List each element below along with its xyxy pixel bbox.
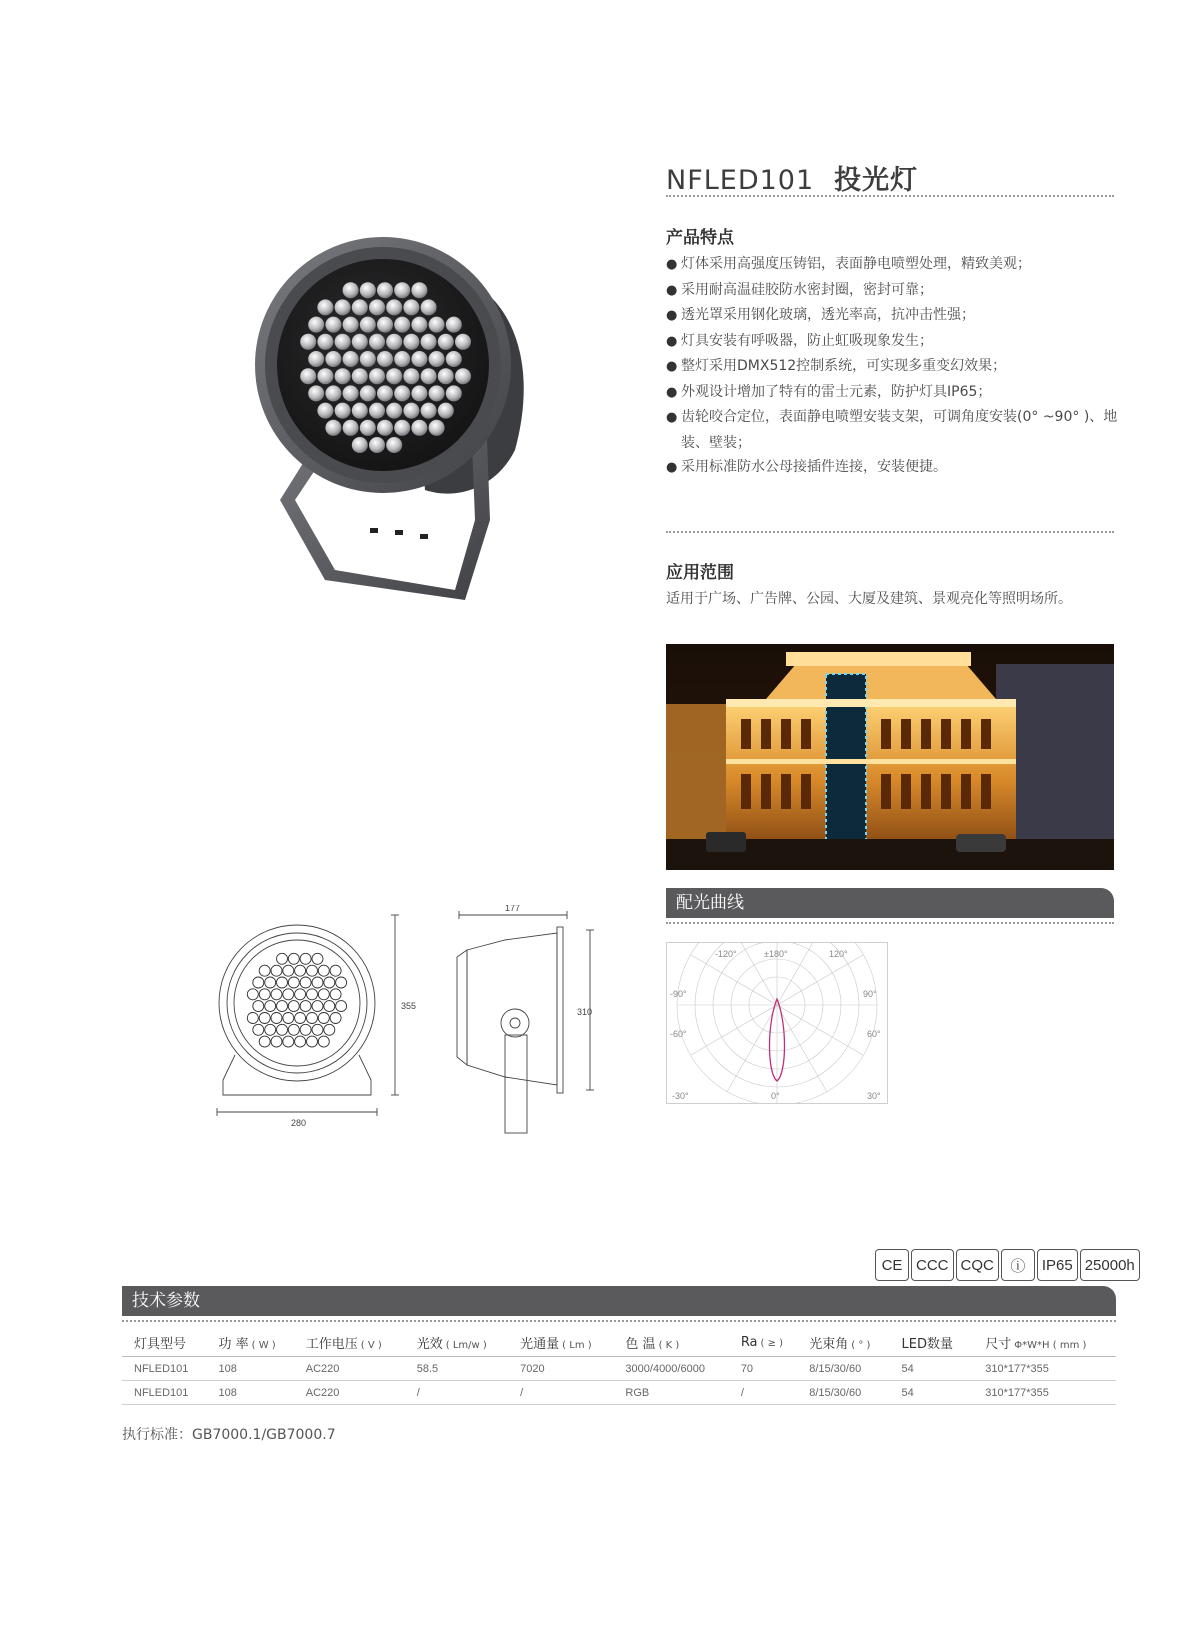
led-icon: [336, 1001, 347, 1012]
led-icon: [318, 965, 329, 976]
led-icon: [308, 385, 324, 401]
lifetime-badge: 25000h: [1080, 1249, 1140, 1281]
led-icon: [283, 1036, 294, 1047]
led-icon: [300, 1024, 311, 1035]
specs-header-row: [122, 1328, 1116, 1357]
led-icon: [324, 1024, 335, 1035]
product-name: 投光灯: [834, 165, 919, 196]
table-cell: 70: [729, 1357, 797, 1381]
led-icon: [360, 282, 376, 298]
table-row: [122, 1357, 1116, 1381]
table-cell: NFLED101: [122, 1357, 206, 1381]
specs-heading: 技术参数: [132, 1291, 200, 1311]
led-icon: [343, 282, 359, 298]
led-icon: [324, 977, 335, 988]
feature-item: ● 齿轮咬合定位，表面静电喷塑安装支架，可调角度安装(0° ~90° )、地装、壁装；: [666, 405, 1136, 455]
table-cell: AC220: [294, 1357, 405, 1381]
features-list: [666, 252, 1136, 481]
table-cell: 3000/4000/6000: [613, 1357, 728, 1381]
led-icon: [283, 989, 294, 1000]
led-icon: [386, 403, 402, 419]
led-icon: [421, 368, 437, 384]
led-icon: [411, 420, 427, 436]
table-row: [122, 1381, 1116, 1405]
led-icon: [308, 317, 324, 333]
led-icon: [421, 403, 437, 419]
led-icon: [343, 317, 359, 333]
led-icon: [403, 368, 419, 384]
led-icon: [446, 351, 462, 367]
led-icon: [369, 334, 385, 350]
led-icon: [295, 1013, 306, 1024]
led-icon: [317, 368, 333, 384]
led-icon: [335, 403, 351, 419]
led-icon: [386, 368, 402, 384]
led-icon: [352, 299, 368, 315]
led-icon: [411, 282, 427, 298]
certification-badges: [875, 1249, 1140, 1281]
table-cell: AC220: [294, 1381, 405, 1405]
dimension-side-height: 310: [577, 1007, 593, 1017]
column-header: 灯具型号: [122, 1328, 206, 1357]
led-icon: [277, 1001, 288, 1012]
led-icon: [446, 385, 462, 401]
led-icon: [307, 965, 318, 976]
ip-rating-badge: IP65: [1037, 1249, 1078, 1281]
polar-label: 30°: [867, 1091, 881, 1101]
ccc-mark-icon: CCC: [911, 1249, 954, 1281]
led-icon: [300, 334, 316, 350]
led-icon: [295, 965, 306, 976]
led-icon: [288, 977, 299, 988]
polar-label: -120°: [715, 949, 737, 959]
led-icon: [394, 351, 410, 367]
building-illustration: [666, 644, 1114, 870]
led-icon: [288, 1001, 299, 1012]
technical-drawing: [205, 905, 605, 1165]
led-icon: [253, 977, 264, 988]
feature-item: ● 整灯采用DMX512控制系统，可实现多重变幻效果；: [666, 354, 1136, 380]
table-cell: 310*177*355: [973, 1381, 1116, 1405]
application-photo: [666, 644, 1114, 870]
led-icon: [369, 437, 385, 453]
led-icon: [300, 368, 316, 384]
led-icon: [377, 351, 393, 367]
led-icon: [317, 403, 333, 419]
led-icon: [312, 977, 323, 988]
led-icon: [411, 317, 427, 333]
polar-label: 120°: [829, 949, 848, 959]
polar-label: ±180°: [764, 949, 788, 959]
led-icon: [352, 368, 368, 384]
led-icon: [360, 420, 376, 436]
led-icon: [324, 1001, 335, 1012]
feature-item: ● 灯具安装有呼吸器，防止虹吸现象发生；: [666, 329, 1136, 355]
application-text: 适用于广场、广告牌、公园、大厦及建筑、景观亮化等照明场所。: [666, 591, 1072, 607]
column-header: Ra ( ≥ ): [729, 1328, 797, 1357]
led-icon: [360, 385, 376, 401]
led-icon: [394, 317, 410, 333]
column-header: 尺寸 Φ*W*H ( mm ): [973, 1328, 1116, 1357]
table-cell: 7020: [508, 1357, 613, 1381]
led-icon: [330, 965, 341, 976]
led-icon: [377, 385, 393, 401]
led-icon: [369, 299, 385, 315]
led-icon: [335, 299, 351, 315]
table-cell: 8/15/30/60: [797, 1381, 889, 1405]
led-icon: [369, 368, 385, 384]
led-icon: [317, 299, 333, 315]
led-icon: [429, 351, 445, 367]
table-cell: 8/15/30/60: [797, 1357, 889, 1381]
led-icon: [308, 351, 324, 367]
led-icon: [325, 317, 341, 333]
led-icon: [307, 1036, 318, 1047]
light-curve-bar: [666, 888, 1114, 918]
feature-item: ● 采用耐高温硅胶防水密封圈，密封可靠；: [666, 278, 1136, 304]
dimension-front-width: 280: [291, 1118, 307, 1128]
led-icon: [259, 1013, 270, 1024]
led-icon: [403, 403, 419, 419]
column-header: 功 率 ( W ): [206, 1328, 293, 1357]
led-icon: [300, 977, 311, 988]
led-icon: [325, 420, 341, 436]
execution-standard: [122, 1424, 336, 1444]
table-cell: /: [405, 1381, 508, 1405]
polar-grid: [667, 943, 887, 1103]
led-icon: [247, 1013, 258, 1024]
features-heading: 产品特点: [666, 228, 734, 248]
led-icon: [352, 334, 368, 350]
dimension-side-width: 177: [505, 905, 521, 913]
led-icon: [429, 385, 445, 401]
led-icon: [277, 1024, 288, 1035]
led-icon: [403, 334, 419, 350]
led-icon: [343, 351, 359, 367]
led-icon: [330, 989, 341, 1000]
led-icon: [335, 334, 351, 350]
led-icon: [343, 420, 359, 436]
application-heading: 应用范围: [666, 563, 734, 583]
led-icon: [318, 1013, 329, 1024]
led-icon: [312, 953, 323, 964]
led-icon: [259, 965, 270, 976]
led-icon: [283, 965, 294, 976]
led-icon: [429, 317, 445, 333]
led-icon: [352, 437, 368, 453]
led-icon: [377, 420, 393, 436]
led-icon: [352, 403, 368, 419]
feature-item: ● 灯体采用高强度压铸铝，表面静电喷塑处理，精致美观；: [666, 252, 1136, 278]
led-icon: [455, 334, 471, 350]
feature-item: ● 透光罩采用钢化玻璃，透光率高，抗冲击性强；: [666, 303, 1136, 329]
product-image: [255, 190, 555, 604]
led-icon: [265, 977, 276, 988]
led-icon: [429, 420, 445, 436]
led-icon: [283, 1013, 294, 1024]
table-cell: 58.5: [405, 1357, 508, 1381]
table-cell: 54: [889, 1357, 973, 1381]
polar-label: -30°: [672, 1091, 689, 1101]
polar-diagram: [666, 942, 888, 1104]
led-icon: [421, 334, 437, 350]
led-icon: [377, 317, 393, 333]
led-icon: [325, 385, 341, 401]
specs-table: [122, 1328, 1116, 1405]
led-icon: [455, 368, 471, 384]
led-icon: [335, 368, 351, 384]
led-icon: [271, 1036, 282, 1047]
dimension-front-height: 355: [401, 1001, 417, 1011]
led-icon: [259, 989, 270, 1000]
class-mark-icon: ⓘ: [1001, 1249, 1035, 1281]
led-icon: [394, 282, 410, 298]
feature-item: ● 采用标准防水公母接插件连接，安装便捷。: [666, 455, 1136, 481]
led-icon: [318, 1036, 329, 1047]
led-icon: [421, 299, 437, 315]
model-number: NFLED101: [666, 165, 815, 196]
polar-label: 0°: [771, 1091, 780, 1101]
title-divider: [666, 195, 1114, 197]
table-cell: RGB: [613, 1381, 728, 1405]
led-icon: [318, 989, 329, 1000]
cqc-mark-icon: CQC: [956, 1249, 999, 1281]
floodlight-illustration: [255, 190, 555, 600]
polar-label: -90°: [670, 989, 687, 999]
table-cell: 310*177*355: [973, 1357, 1116, 1381]
table-cell: 54: [889, 1381, 973, 1405]
column-header: LED数量: [889, 1328, 973, 1357]
led-icon: [277, 977, 288, 988]
led-icon: [386, 299, 402, 315]
table-cell: 108: [206, 1381, 293, 1405]
ce-mark-icon: CE: [875, 1249, 909, 1281]
led-icon: [438, 403, 454, 419]
polar-label: 60°: [867, 1029, 881, 1039]
led-icon: [295, 1036, 306, 1047]
led-icon: [312, 1001, 323, 1012]
column-header: 工作电压 ( V ): [294, 1328, 405, 1357]
product-title: [666, 158, 918, 197]
polar-label: -60°: [670, 1029, 687, 1039]
led-icon: [307, 989, 318, 1000]
led-icon: [360, 317, 376, 333]
table-cell: NFLED101: [122, 1381, 206, 1405]
led-icon: [253, 1024, 264, 1035]
led-icon: [386, 437, 402, 453]
led-icon: [336, 977, 347, 988]
specs-divider: [122, 1320, 1116, 1322]
column-header: 光通量 ( Lm ): [508, 1328, 613, 1357]
led-icon: [330, 1013, 341, 1024]
led-icon: [386, 334, 402, 350]
led-icon: [394, 385, 410, 401]
light-curve-heading: 配光曲线: [676, 893, 744, 913]
led-icon: [438, 368, 454, 384]
column-header: 光束角 ( ° ): [797, 1328, 889, 1357]
led-icon: [325, 351, 341, 367]
led-icon: [288, 1024, 299, 1035]
led-icon: [377, 282, 393, 298]
led-icon: [411, 385, 427, 401]
features-divider: [666, 531, 1114, 533]
table-cell: /: [508, 1381, 613, 1405]
table-cell: /: [729, 1381, 797, 1405]
led-icon: [369, 403, 385, 419]
led-icon: [265, 1024, 276, 1035]
column-header: 色 温 ( K ): [613, 1328, 728, 1357]
feature-item: ● 外观设计增加了特有的雷士元素，防护灯具IP65；: [666, 380, 1136, 406]
led-icon: [271, 1013, 282, 1024]
led-icon: [307, 1013, 318, 1024]
column-header: 光效 ( Lm/w ): [405, 1328, 508, 1357]
led-icon: [300, 953, 311, 964]
led-icon: [265, 1001, 276, 1012]
led-icon: [271, 989, 282, 1000]
led-icon: [317, 334, 333, 350]
led-icon: [446, 317, 462, 333]
led-icon: [394, 420, 410, 436]
led-icon: [277, 953, 288, 964]
led-icon: [271, 965, 282, 976]
led-icon: [253, 1001, 264, 1012]
specs-bar: [122, 1286, 1116, 1316]
led-icon: [288, 953, 299, 964]
led-icon: [360, 351, 376, 367]
light-curve-divider: [666, 922, 1114, 924]
table-cell: 108: [206, 1357, 293, 1381]
led-icon: [312, 1024, 323, 1035]
led-icon: [295, 989, 306, 1000]
led-icon: [411, 351, 427, 367]
led-icon: [247, 989, 258, 1000]
led-icon: [300, 1001, 311, 1012]
polar-label: 90°: [863, 989, 877, 999]
led-icon: [259, 1036, 270, 1047]
led-icon: [403, 299, 419, 315]
led-icon: [343, 385, 359, 401]
standard-label: 执行标准：: [122, 1427, 192, 1443]
led-icon: [438, 334, 454, 350]
dimension-drawings: [205, 905, 605, 1169]
standard-value: GB7000.1/GB7000.7: [192, 1427, 336, 1443]
